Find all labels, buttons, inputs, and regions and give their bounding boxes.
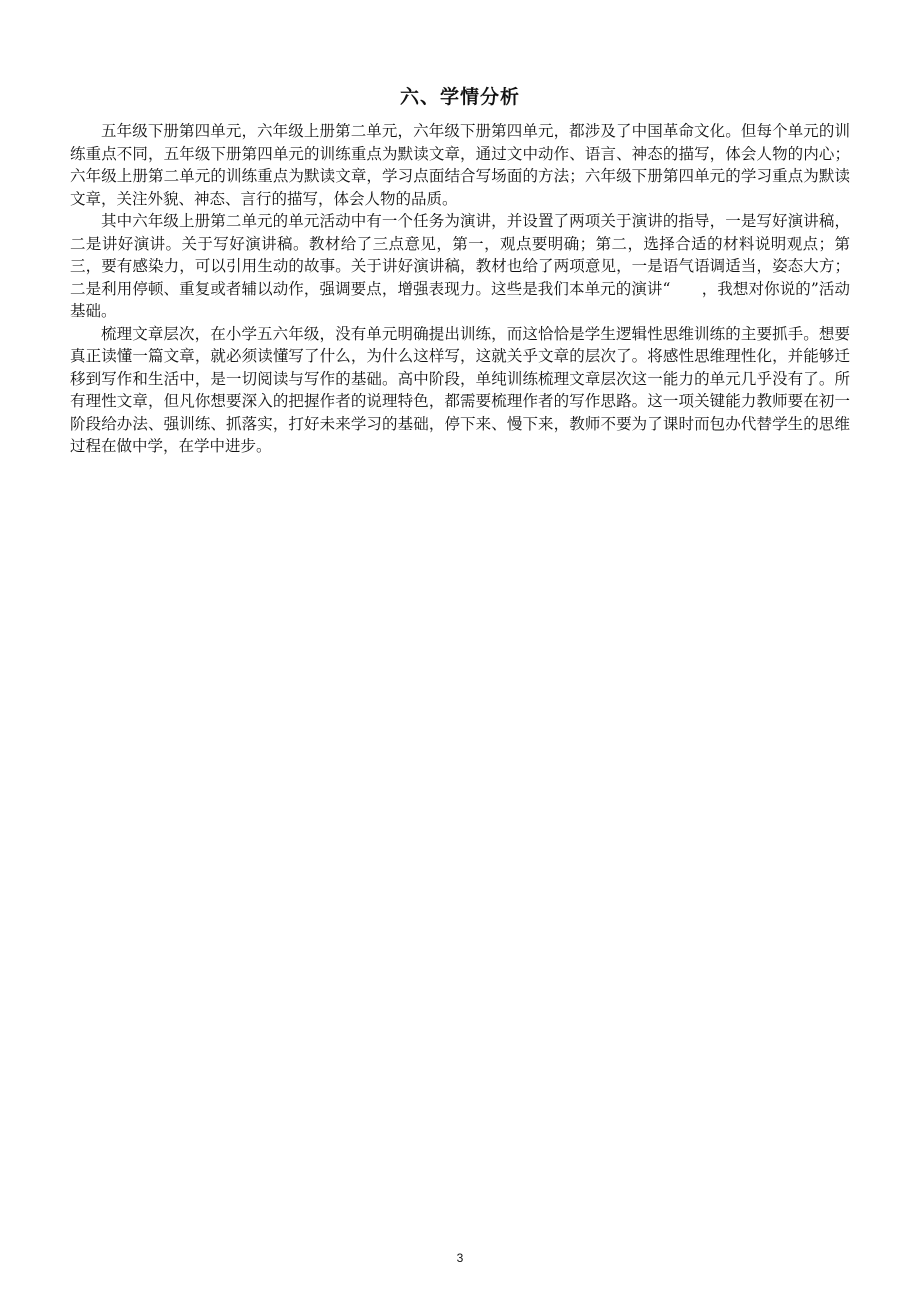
paragraph-2: 其中六年级上册第二单元的单元活动中有一个任务为演讲，并设置了两项关于演讲的指导，一是写好演讲稿，二是讲好演讲。关于写好演讲稿。教材给了三点意见，第一，观点要明确；第二，选择合适的材料说明观点；第三，要有感染力，可以引用生动的故事。关于讲好演讲稿，教材也给了两项意见，一是语气语调适当，姿态大方；二是利用停顿、重复或者辅以动作，强调要点，增强表现力。这些是我们本单元的演讲“ ，我想对你说的”活动基础。 [70, 212, 850, 320]
page-number: 3 [456, 1251, 464, 1265]
paragraph-1: 五年级下册第四单元，六年级上册第二单元，六年级下册第四单元，都涉及了中国革命文化。但每个单元的训练重点不同，五年级下册第四单元的训练重点为默读文章，通过文中动作、语言、神态的描写，体会人物的内心；六年级上册第二单元的训练重点为默读文章，学习点面结合写场面的方法；六年级下册第四单元的学习重点为默读文章，关注外貌、神态、言行的描写，体会人物的品质。 [70, 122, 850, 208]
document-body [70, 84, 850, 458]
paragraph-3: 梳理文章层次，在小学五六年级，没有单元明确提出训练，而这恰恰是学生逻辑性思维训练的主要抓手。想要真正读懂一篇文章，就必须读懂写了什么，为什么这样写，这就关乎文章的层次了。将感性思维理性化，并能够迁移到写作和生活中，是一切阅读与写作的基础。高中阶段，单纯训练梳理文章层次这一能力的单元几乎没有了。所有理性文章，但凡你想要深入的把握作者的说理特色，都需要梳理作者的写作思路。这一项关键能力教师要在初一阶段给办法、强训练、抓落实，打好未来学习的基础，停下来、慢下来，教师不要为了课时而包办代替学生的思维过程在做中学，在学中进步。 [70, 324, 850, 455]
section-title: 六、学情分析 [399, 86, 520, 108]
